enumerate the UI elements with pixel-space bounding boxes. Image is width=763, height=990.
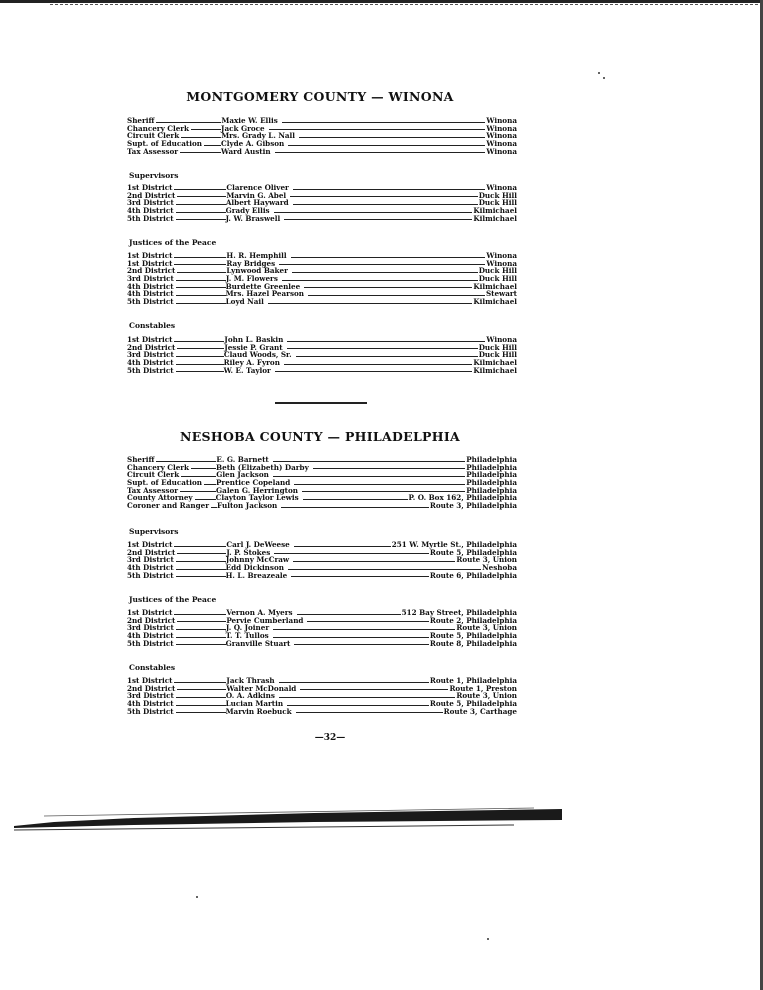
office-label: Tax Assessor bbox=[127, 146, 179, 156]
leader-line bbox=[279, 697, 455, 698]
leader-line bbox=[268, 303, 473, 304]
place-label: Philadelphia bbox=[466, 454, 517, 464]
leader-line bbox=[180, 491, 216, 492]
leader-line bbox=[204, 484, 216, 485]
place-label: Duck Hill bbox=[478, 190, 517, 200]
place-label: Route 3, Philadelphia bbox=[429, 501, 517, 511]
entry-row bbox=[127, 148, 517, 156]
leader-line bbox=[281, 507, 429, 508]
person-name: Walter McDonald bbox=[226, 683, 297, 693]
person-name: J. W. Braswell bbox=[225, 213, 281, 223]
leader-line bbox=[287, 341, 485, 342]
place-label: Philadelphia bbox=[466, 470, 517, 480]
place-label: Philadelphia bbox=[466, 485, 517, 495]
entry-row bbox=[127, 215, 517, 223]
entry-row bbox=[127, 267, 517, 275]
leader-line bbox=[284, 219, 472, 220]
leader-line bbox=[176, 569, 226, 570]
person-name: O. A. Adkins bbox=[225, 691, 275, 701]
office-label: 4th District bbox=[127, 289, 174, 299]
place-label: Route 6, Philadelphia bbox=[429, 570, 517, 580]
place-label: Winona bbox=[486, 146, 517, 156]
page-number: —32— bbox=[314, 733, 346, 743]
leader-line bbox=[174, 257, 226, 258]
leader-line bbox=[282, 280, 478, 281]
leader-line bbox=[176, 303, 226, 304]
entry-row bbox=[127, 640, 517, 648]
place-label: Route 5, Philadelphia bbox=[429, 699, 517, 709]
place-label: 512 Bay Street, Philadelphia bbox=[401, 607, 517, 617]
officers-list bbox=[127, 117, 517, 155]
person-name: T. T. Tullos bbox=[225, 631, 269, 641]
place-label: Kilmichael bbox=[473, 297, 517, 307]
place-label: Kilmichael bbox=[473, 365, 517, 375]
place-label: Winona bbox=[486, 258, 517, 268]
office-label: 2nd District bbox=[127, 342, 176, 352]
place-label: Kilmichael bbox=[473, 206, 517, 216]
office-label: Circuit Clerk bbox=[127, 131, 180, 141]
office-label: 5th District bbox=[127, 297, 174, 307]
leader-line bbox=[293, 561, 455, 562]
entry-row bbox=[127, 479, 517, 487]
office-label: 5th District bbox=[127, 570, 174, 580]
entry-row bbox=[127, 283, 517, 291]
county-title: NESHOBA COUNTY — PHILADELPHIA bbox=[179, 429, 461, 444]
office-label: 5th District bbox=[127, 706, 174, 716]
person-name: Claud Woods, Sr. bbox=[223, 350, 292, 360]
leader-line bbox=[176, 637, 226, 638]
leader-line bbox=[294, 644, 429, 645]
person-name: Lynwood Baker bbox=[226, 266, 288, 276]
entry-row bbox=[127, 199, 517, 207]
leader-line bbox=[174, 341, 224, 342]
office-label: Chancery Clerk bbox=[127, 123, 190, 133]
office-label: 2nd District bbox=[127, 615, 176, 625]
place-label: Winona bbox=[486, 334, 517, 344]
leader-line bbox=[291, 576, 429, 577]
leader-line bbox=[174, 682, 226, 683]
person-name: Jack Thrash bbox=[226, 675, 275, 685]
place-label: Philadelphia bbox=[466, 478, 517, 488]
place-label: Kilmichael bbox=[473, 281, 517, 291]
person-name: Clyde A. Gibson bbox=[221, 139, 285, 149]
leader-line bbox=[287, 705, 429, 706]
office-label: Coroner and Ranger bbox=[127, 501, 210, 511]
person-name: Prentice Copeland bbox=[216, 478, 291, 488]
entry-row bbox=[127, 464, 517, 472]
section-title: Constables bbox=[129, 663, 176, 672]
place-label: Route 3, Union bbox=[456, 623, 517, 633]
office-label: Supt. of Education bbox=[127, 139, 202, 149]
leader-line bbox=[294, 484, 465, 485]
place-label: Route 3, Union bbox=[456, 555, 517, 565]
office-label: 4th District bbox=[127, 206, 174, 216]
place-label: Winona bbox=[486, 139, 517, 149]
leader-line bbox=[284, 364, 472, 365]
office-label: 5th District bbox=[127, 638, 174, 648]
person-name: Glen Jackson bbox=[216, 470, 269, 480]
leader-line bbox=[273, 629, 455, 630]
section-title: Supervisors bbox=[129, 171, 179, 180]
leader-line bbox=[273, 461, 466, 462]
supervisors-list bbox=[127, 541, 517, 579]
leader-line bbox=[269, 129, 486, 130]
leader-line bbox=[177, 621, 226, 622]
leader-line bbox=[273, 476, 465, 477]
office-label: 1st District bbox=[127, 258, 173, 268]
person-name: John L. Baskin bbox=[224, 334, 284, 344]
leader-line bbox=[297, 614, 401, 615]
leader-line bbox=[299, 137, 485, 138]
person-name: Fulton Jackson bbox=[217, 501, 278, 511]
place-label: Stewart bbox=[485, 289, 517, 299]
office-label: 2nd District bbox=[127, 547, 176, 557]
entry-row bbox=[127, 252, 517, 260]
leader-line bbox=[274, 212, 473, 213]
place-label: Duck Hill bbox=[478, 198, 517, 208]
office-label: 4th District bbox=[127, 358, 174, 368]
office-label: Supt. of Education bbox=[127, 478, 202, 488]
supervisors-list bbox=[127, 184, 517, 222]
leader-line bbox=[302, 491, 465, 492]
leader-line bbox=[303, 499, 408, 500]
leader-line bbox=[176, 295, 226, 296]
leader-line bbox=[181, 476, 216, 477]
person-name: J. Q. Joiner bbox=[225, 623, 270, 633]
section-title: Constables bbox=[129, 321, 176, 330]
leader-line bbox=[174, 264, 226, 265]
place-label: Philadelphia bbox=[466, 462, 517, 472]
leader-line bbox=[300, 689, 448, 690]
leader-line bbox=[293, 204, 478, 205]
place-label: Route 2, Philadelphia bbox=[429, 615, 517, 625]
leader-line bbox=[282, 122, 486, 123]
office-label: 3rd District bbox=[127, 691, 174, 701]
leader-line bbox=[195, 499, 216, 500]
entry-row bbox=[127, 572, 517, 580]
leader-line bbox=[288, 569, 481, 570]
person-name: W. E. Taylor bbox=[223, 365, 271, 375]
office-label: 1st District bbox=[127, 182, 173, 192]
person-name: Clayton Taylor Lewis bbox=[215, 493, 299, 503]
place-label: Route 1, Philadelphia bbox=[429, 675, 517, 685]
place-label: Route 3, Carthage bbox=[443, 706, 517, 716]
leader-line bbox=[176, 204, 226, 205]
leader-line bbox=[177, 553, 226, 554]
office-label: 2nd District bbox=[127, 683, 176, 693]
person-name: Mrs. Grady L. Nall bbox=[221, 131, 296, 141]
entry-row bbox=[127, 260, 517, 268]
leader-line bbox=[293, 189, 486, 190]
office-label: 1st District bbox=[127, 334, 173, 344]
entry-row bbox=[127, 184, 517, 192]
office-label: 1st District bbox=[127, 539, 173, 549]
person-name: Marvin Roebuck bbox=[225, 706, 292, 716]
office-label: 4th District bbox=[127, 699, 174, 709]
leader-line bbox=[176, 629, 226, 630]
entry-row bbox=[127, 275, 517, 283]
entry-row bbox=[127, 298, 517, 306]
place-label: Route 5, Philadelphia bbox=[429, 547, 517, 557]
leader-line bbox=[191, 129, 221, 130]
officers-list bbox=[127, 456, 517, 510]
person-name: Johnny McCraw bbox=[225, 555, 290, 565]
place-label: Kilmichael bbox=[473, 358, 517, 368]
county-title: MONTGOMERY COUNTY — WINONA bbox=[186, 89, 454, 104]
place-label: Route 5, Philadelphia bbox=[429, 631, 517, 641]
leader-line bbox=[287, 348, 478, 349]
leader-line bbox=[296, 712, 443, 713]
entry-row bbox=[127, 290, 517, 298]
leader-line bbox=[176, 364, 224, 365]
office-label: Chancery Clerk bbox=[127, 462, 190, 472]
person-name: Riley A. Fyron bbox=[223, 358, 280, 368]
leader-line bbox=[177, 272, 226, 273]
office-label: 2nd District bbox=[127, 266, 176, 276]
leader-line bbox=[191, 468, 216, 469]
leader-line bbox=[204, 145, 221, 146]
leader-line bbox=[176, 576, 226, 577]
person-name: Beth (Elizabeth) Darby bbox=[216, 462, 309, 472]
person-name: Burdette Greenlee bbox=[225, 281, 301, 291]
person-name: Marvin G. Abel bbox=[226, 190, 287, 200]
person-name: H. L. Breazeale bbox=[225, 570, 288, 580]
person-name: Mrs. Hazel Pearson bbox=[225, 289, 305, 299]
leader-line bbox=[279, 682, 429, 683]
leader-line bbox=[176, 644, 226, 645]
leader-line bbox=[273, 637, 429, 638]
person-name: Clarence Oliver bbox=[226, 182, 289, 192]
leader-line bbox=[176, 697, 226, 698]
person-name: Jessie P. Grant bbox=[224, 342, 283, 352]
place-label: Duck Hill bbox=[478, 342, 517, 352]
person-name: J. P. Stokes bbox=[226, 547, 271, 557]
leader-line bbox=[275, 152, 486, 153]
place-label: Winona bbox=[486, 131, 517, 141]
place-label: Duck Hill bbox=[478, 274, 517, 284]
office-label: 3rd District bbox=[127, 623, 174, 633]
leader-line bbox=[313, 468, 466, 469]
office-label: 3rd District bbox=[127, 555, 174, 565]
leader-line bbox=[308, 295, 485, 296]
leader-line bbox=[156, 122, 221, 123]
office-label: Sheriff bbox=[127, 115, 155, 125]
person-name: Vernon A. Myers bbox=[226, 607, 293, 617]
leader-line bbox=[307, 621, 428, 622]
leader-line bbox=[177, 348, 224, 349]
leader-line bbox=[279, 264, 485, 265]
entry-row bbox=[127, 502, 517, 510]
office-label: 1st District bbox=[127, 250, 173, 260]
leader-line bbox=[180, 152, 221, 153]
entry-row bbox=[127, 556, 517, 564]
office-label: 5th District bbox=[127, 213, 174, 223]
section-title: Justices of the Peace bbox=[129, 238, 217, 247]
place-label: Route 3, Union bbox=[456, 691, 517, 701]
entry-row bbox=[127, 351, 517, 359]
section-title: Justices of the Peace bbox=[129, 595, 217, 604]
place-label: Winona bbox=[486, 123, 517, 133]
entry-row bbox=[127, 336, 517, 344]
person-name: H. R. Hemphill bbox=[226, 250, 287, 260]
person-name: Edd Dickinson bbox=[225, 563, 284, 573]
office-label: 1st District bbox=[127, 607, 173, 617]
office-label: Tax Assessor bbox=[127, 485, 179, 495]
place-label: Duck Hill bbox=[478, 266, 517, 276]
person-name: Maxie W. Ellis bbox=[221, 115, 278, 125]
place-label: Winona bbox=[486, 182, 517, 192]
entry-row bbox=[127, 367, 517, 375]
person-name: J. M. Flowers bbox=[225, 274, 278, 284]
leader-line bbox=[288, 145, 485, 146]
person-name: Grady Ellis bbox=[225, 206, 270, 216]
person-name: E. G. Barnett bbox=[216, 454, 269, 464]
person-name: Albert Hayward bbox=[225, 198, 289, 208]
leader-line bbox=[176, 287, 226, 288]
bottom-rule-decoration bbox=[14, 806, 574, 832]
justices-list bbox=[127, 609, 517, 647]
person-name: Granville Stuart bbox=[225, 638, 291, 648]
place-label: P. O. Box 162, Philadelphia bbox=[408, 493, 517, 503]
person-name: Carl J. DeWeese bbox=[226, 539, 290, 549]
office-label: Circuit Clerk bbox=[127, 470, 180, 480]
entry-row bbox=[127, 344, 517, 352]
constables-list bbox=[127, 677, 517, 715]
entry-row bbox=[127, 207, 517, 215]
leader-line bbox=[291, 257, 486, 258]
leader-line bbox=[177, 689, 226, 690]
section-divider bbox=[275, 402, 367, 404]
office-label: 4th District bbox=[127, 281, 174, 291]
leader-line bbox=[156, 461, 216, 462]
leader-line bbox=[176, 371, 224, 372]
place-label: Neshoba bbox=[482, 563, 517, 573]
person-name: Ward Austin bbox=[221, 146, 271, 156]
leader-line bbox=[174, 614, 226, 615]
office-label: 3rd District bbox=[127, 350, 174, 360]
office-label: 3rd District bbox=[127, 198, 174, 208]
place-label: Kilmichael bbox=[473, 213, 517, 223]
leader-line bbox=[176, 219, 226, 220]
leader-line bbox=[176, 212, 226, 213]
leader-line bbox=[177, 196, 226, 197]
entry-row bbox=[127, 192, 517, 200]
entry-row bbox=[127, 359, 517, 367]
leader-line bbox=[292, 272, 478, 273]
office-label: 4th District bbox=[127, 563, 174, 573]
leader-line bbox=[174, 189, 226, 190]
person-name: Lucian Martin bbox=[225, 699, 284, 709]
leader-line bbox=[181, 137, 221, 138]
leader-line bbox=[274, 553, 429, 554]
constables-list bbox=[127, 336, 517, 374]
entry-row bbox=[127, 125, 517, 133]
place-label: Route 8, Philadelphia bbox=[429, 638, 517, 648]
leader-line bbox=[275, 371, 473, 372]
leader-line bbox=[176, 712, 226, 713]
leader-line bbox=[176, 561, 226, 562]
office-label: County Attorney bbox=[127, 493, 193, 503]
place-label: Duck Hill bbox=[478, 350, 517, 360]
leader-line bbox=[176, 356, 224, 357]
office-label: 5th District bbox=[127, 365, 174, 375]
entry-row bbox=[127, 708, 517, 716]
leader-line bbox=[290, 196, 478, 197]
office-label: 2nd District bbox=[127, 190, 176, 200]
person-name: Loyd Nail bbox=[225, 297, 264, 307]
person-name: Galen G. Herrington bbox=[216, 485, 299, 495]
office-label: 3rd District bbox=[127, 274, 174, 284]
place-label: Route 1, Preston bbox=[449, 683, 517, 693]
leader-line bbox=[296, 356, 478, 357]
place-label: Winona bbox=[486, 115, 517, 125]
office-label: Sheriff bbox=[127, 454, 155, 464]
person-name: Pervie Cumberland bbox=[226, 615, 304, 625]
person-name: Ray Bridges bbox=[226, 258, 276, 268]
office-label: 1st District bbox=[127, 675, 173, 685]
leader-line bbox=[176, 280, 226, 281]
leader-line bbox=[174, 546, 226, 547]
entry-row bbox=[127, 140, 517, 148]
place-label: Winona bbox=[486, 250, 517, 260]
leader-line bbox=[176, 705, 226, 706]
office-label: 4th District bbox=[127, 631, 174, 641]
person-name: Jack Groce bbox=[221, 123, 265, 133]
justices-list bbox=[127, 252, 517, 306]
leader-line bbox=[304, 287, 472, 288]
leader-line bbox=[294, 546, 391, 547]
section-title: Supervisors bbox=[129, 527, 179, 536]
place-label: 251 W. Myrtle St., Philadelphia bbox=[391, 539, 517, 549]
